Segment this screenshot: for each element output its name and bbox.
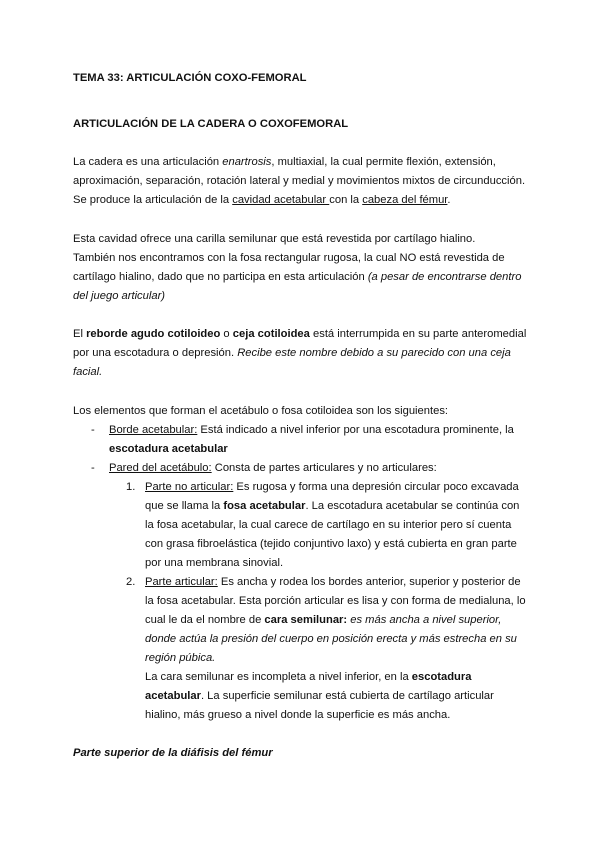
paragraph-line: aproximación, separación, rotación lateral y medial y movimientos mixtos de circunducción. [73, 175, 526, 187]
text-run: La cara semilunar es incompleta a nivel inferior, en la [145, 671, 412, 683]
text-run: . La superficie semilunar está cubierta de cartílago articular [200, 690, 494, 702]
sub-list-number: 2. [126, 576, 136, 588]
italic-note: (a pesar de encontrarse dentro [367, 271, 522, 283]
text-run: con la [329, 194, 363, 206]
text-run: que se llama la [145, 500, 224, 512]
text-run: . [447, 194, 451, 206]
list-bullet: - [91, 424, 95, 436]
underlined-term: Pared del acetábulo: [109, 462, 212, 474]
underlined-term: Borde acetabular: [109, 424, 198, 436]
sub-list-line: con grasa fibroelástica (tejido conjuntivo laxo) y está cubierta en gran parte [145, 538, 517, 550]
text-run: cual le da el nombre de [145, 614, 265, 626]
list-item [109, 461, 437, 475]
italic-note: es más ancha a nivel superior, [347, 614, 502, 626]
list-item [109, 423, 514, 437]
section-heading-italic: Parte superior de la diáfisis del fémur [73, 747, 273, 759]
sub-list-item [145, 480, 519, 494]
sub-list-number: 1. [126, 481, 136, 493]
italic-note: Recibe este nombre debido a su parecido con una ceja [237, 347, 511, 359]
section-heading: ARTICULACIÓN DE LA CADERA O COXOFEMORAL [73, 118, 349, 130]
sub-list-item [145, 575, 521, 589]
text-run: cartílago hialino, dado que no participa en esta articulación [73, 271, 368, 283]
text-run: . La escotadura acetabular se continúa con [305, 500, 520, 512]
paragraph-line: Los elementos que forman el acetábulo o fosa cotiloidea son los siguientes: [73, 405, 449, 417]
sub-list-line [145, 613, 501, 627]
text-run: Es rugosa y forma una depresión circular poco excavada [233, 481, 519, 493]
sub-list-line: la fosa acetabular, la cual carece de cartílago en su interior pero sí cuenta [145, 519, 512, 531]
text-run: Es ancha y rodea los bordes anterior, superior y posterior de [217, 576, 521, 588]
italic-term: enartrosis [222, 156, 272, 168]
sub-list-line [145, 689, 494, 703]
text-run: La cadera es una articulación [73, 156, 223, 168]
paragraph-line: facial. [73, 366, 103, 378]
list-bullet: - [91, 462, 95, 474]
text-run: Está indicado a nivel inferior por una escotadura prominente, la [197, 424, 514, 436]
paragraph-line [73, 193, 451, 207]
sub-list-line: por una membrana sinovial. [145, 557, 284, 569]
sub-list-line: región púbica. [145, 652, 216, 664]
paragraph-line: Esta cavidad ofrece una carilla semilunar que está revestida por cartílago hialino. [73, 233, 476, 245]
sub-list-line: donde actúa la presión del cuerpo en posición erecta y más estrecha en su [145, 633, 517, 645]
paragraph-line [73, 270, 521, 284]
underlined-term: cabeza del fémur [362, 194, 448, 206]
bold-term: reborde agudo cotiloideo [86, 328, 221, 340]
sub-list-line [145, 670, 471, 684]
bold-term: acetabular [145, 690, 201, 702]
bold-term: fosa acetabular [223, 500, 306, 512]
sub-list-line: hialino, más grueso a nivel donde la superficie es más ancha. [145, 709, 451, 721]
underlined-term: cavidad acetabular [232, 194, 330, 206]
document-title: TEMA 33: ARTICULACIÓN COXO-FEMORAL [73, 72, 307, 84]
paragraph-line: del juego articular) [73, 290, 166, 302]
text-run: por una escotadura o depresión. [73, 347, 238, 359]
paragraph-line: También nos encontramos con la fosa rectangular rugosa, la cual NO está revestida de [73, 252, 505, 264]
bold-term: escotadura [411, 671, 472, 683]
bold-term: ceja cotiloidea [232, 328, 310, 340]
sub-list-line: la fosa acetabular. Esta porción articular es lisa y con forma de medialuna, lo [145, 595, 526, 607]
paragraph-line [73, 346, 511, 360]
text-run: El [73, 328, 87, 340]
paragraph-line [73, 327, 526, 341]
list-item-continuation: escotadura acetabular [109, 443, 228, 455]
text-run: está interrumpida en su parte anteromedial [309, 328, 527, 340]
text-run: Consta de partes articulares y no articulares: [211, 462, 437, 474]
bold-term: cara semilunar: [264, 614, 348, 626]
underlined-term: Parte no articular: [145, 481, 234, 493]
text-run: , multiaxial, la cual permite flexión, extensión, [271, 156, 496, 168]
text-run: o [220, 328, 233, 340]
sub-list-line [145, 499, 519, 513]
text-run: Se produce la articulación de la [73, 194, 233, 206]
paragraph-line [73, 155, 496, 169]
underlined-term: Parte articular: [145, 576, 218, 588]
